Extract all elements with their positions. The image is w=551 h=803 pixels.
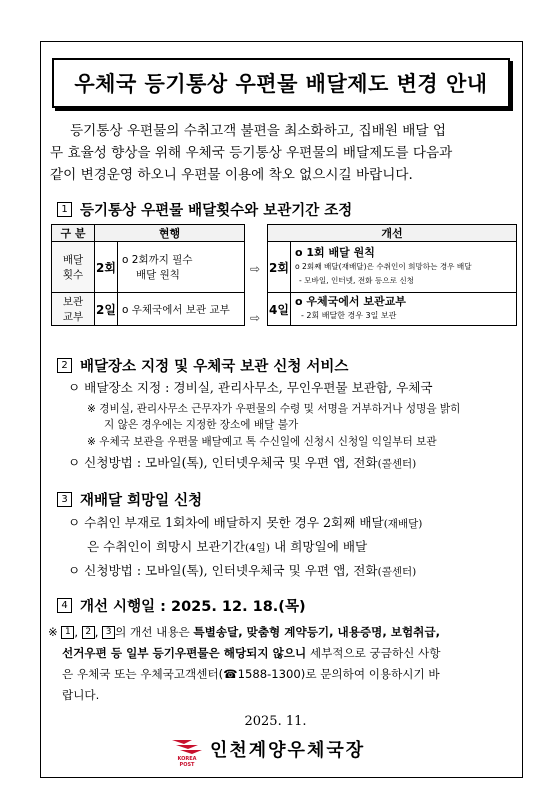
current-desc: o 2회까지 필수 배달 원칙 xyxy=(118,242,245,293)
sec2-line: ㅇ 신청방법 : 모바일(톡), 인터넷우체국 및 우편 앱, 전화(콜센터) xyxy=(68,455,417,470)
page-title: 우체국 등기통상 우편물 배달제도 변경 안내 xyxy=(52,58,510,108)
section-number: 3 xyxy=(57,492,72,507)
current-value: 2일 xyxy=(95,293,118,326)
current-table xyxy=(51,224,245,326)
improved-value: 4일 xyxy=(268,293,291,326)
improved-table xyxy=(267,224,517,326)
sec3-line: ㅇ 수취인 부재로 1회차에 배달하지 못한 경우 2회째 배달(재배달) xyxy=(68,515,423,530)
section-3-heading xyxy=(57,489,202,510)
section-2-heading xyxy=(57,355,348,376)
footnote: ※ 1 , 2 , 3 의 개선 내용은 특별송달, 맞춤형 계약등기, 내용증명, 보험취급, 선거우편 등 일부 등기우편물은 해당되지 않으니 세부적으로 궁금하신 사항 은 우체국 또는 우체국고객센터(☎1588-1300)로 문의하여 이용하시기 바 랍니다. xyxy=(48,625,441,702)
sec3-line: ㅇ 신청방법 : 모바일(톡), 인터넷우체국 및 우편 앱, 전화(콜센터) xyxy=(68,563,417,578)
sec2-note: ※ 우체국 보관을 우편물 배달예고 톡 수신일에 신청시 신청일 익일부터 보관 xyxy=(87,436,437,448)
section-number: 2 xyxy=(57,358,72,373)
section-title: 재배달 희망일 신청 xyxy=(80,493,203,509)
head-improved: 개선 xyxy=(268,225,517,242)
sec2-note: ※ 경비실, 관리사무소 근무자가 우편물의 수령 및 서명을 거부하거나 성명을 밝히 xyxy=(87,403,461,415)
current-value: 2회 xyxy=(95,242,118,293)
sec3-line: 은 수취인이 희망시 보관기간(4일) 내 희망일에 배달 xyxy=(87,539,368,554)
sec2-line: ㅇ 배달장소 지정 : 경비실, 관리사무소, 무인우편물 보관함, 우체국 xyxy=(68,380,433,395)
issue-date: 2025. 11. xyxy=(244,714,307,729)
signature: 인천계양우체국장 xyxy=(210,740,366,761)
intro-line: 등기통상 우편물의 수취고객 불편을 최소화하고, 집배원 배달 업 xyxy=(70,123,446,139)
section-4-heading xyxy=(57,595,306,616)
section-title: 개선 시행일 : 2025. 12. 18.(목) xyxy=(80,599,306,615)
korea-post-logo-icon: KOREA POST xyxy=(170,734,204,764)
signature-block xyxy=(170,734,366,768)
arrow-icon: ⇨ xyxy=(250,262,261,276)
section-title: 배달장소 지정 및 우체국 보관 신청 서비스 xyxy=(80,359,349,375)
intro-line: 같이 변경운영 하오니 우편물 이용에 착오 없으시길 바랍니다. xyxy=(50,167,413,183)
improved-desc: o 우체국에서 보관교부 - 2회 배달한 경우 3일 보관 xyxy=(291,293,517,326)
current-desc: o 우체국에서 보관 교부 xyxy=(118,293,245,326)
intro-line: 무 효율성 향상을 위해 우체국 등기통상 우편물의 배달제도를 다음과 xyxy=(50,145,453,161)
section-1-heading xyxy=(57,199,352,220)
head-current: 현행 xyxy=(95,225,245,242)
improved-value: 2회 xyxy=(268,242,291,293)
sec2-note: 지 않은 경우에는 지정한 장소에 배달 불가 xyxy=(104,419,299,431)
improved-desc: o 1회 배달 원칙 o 2회째 배달(재배달)은 수취인이 희망하는 경우 배달 - 모바일, 인터넷, 전화 등으로 신청 xyxy=(291,242,517,293)
row-label: 보관 교부 xyxy=(52,293,95,326)
arrow-icon: ⇨ xyxy=(250,311,261,325)
row-label: 배달 횟수 xyxy=(52,242,95,293)
section-number: 4 xyxy=(57,598,72,613)
head-category: 구 분 xyxy=(52,225,95,242)
intro-paragraph xyxy=(50,120,512,186)
section-number: 1 xyxy=(57,202,72,217)
section-title: 등기통상 우편물 배달횟수와 보관기간 조정 xyxy=(80,203,353,219)
